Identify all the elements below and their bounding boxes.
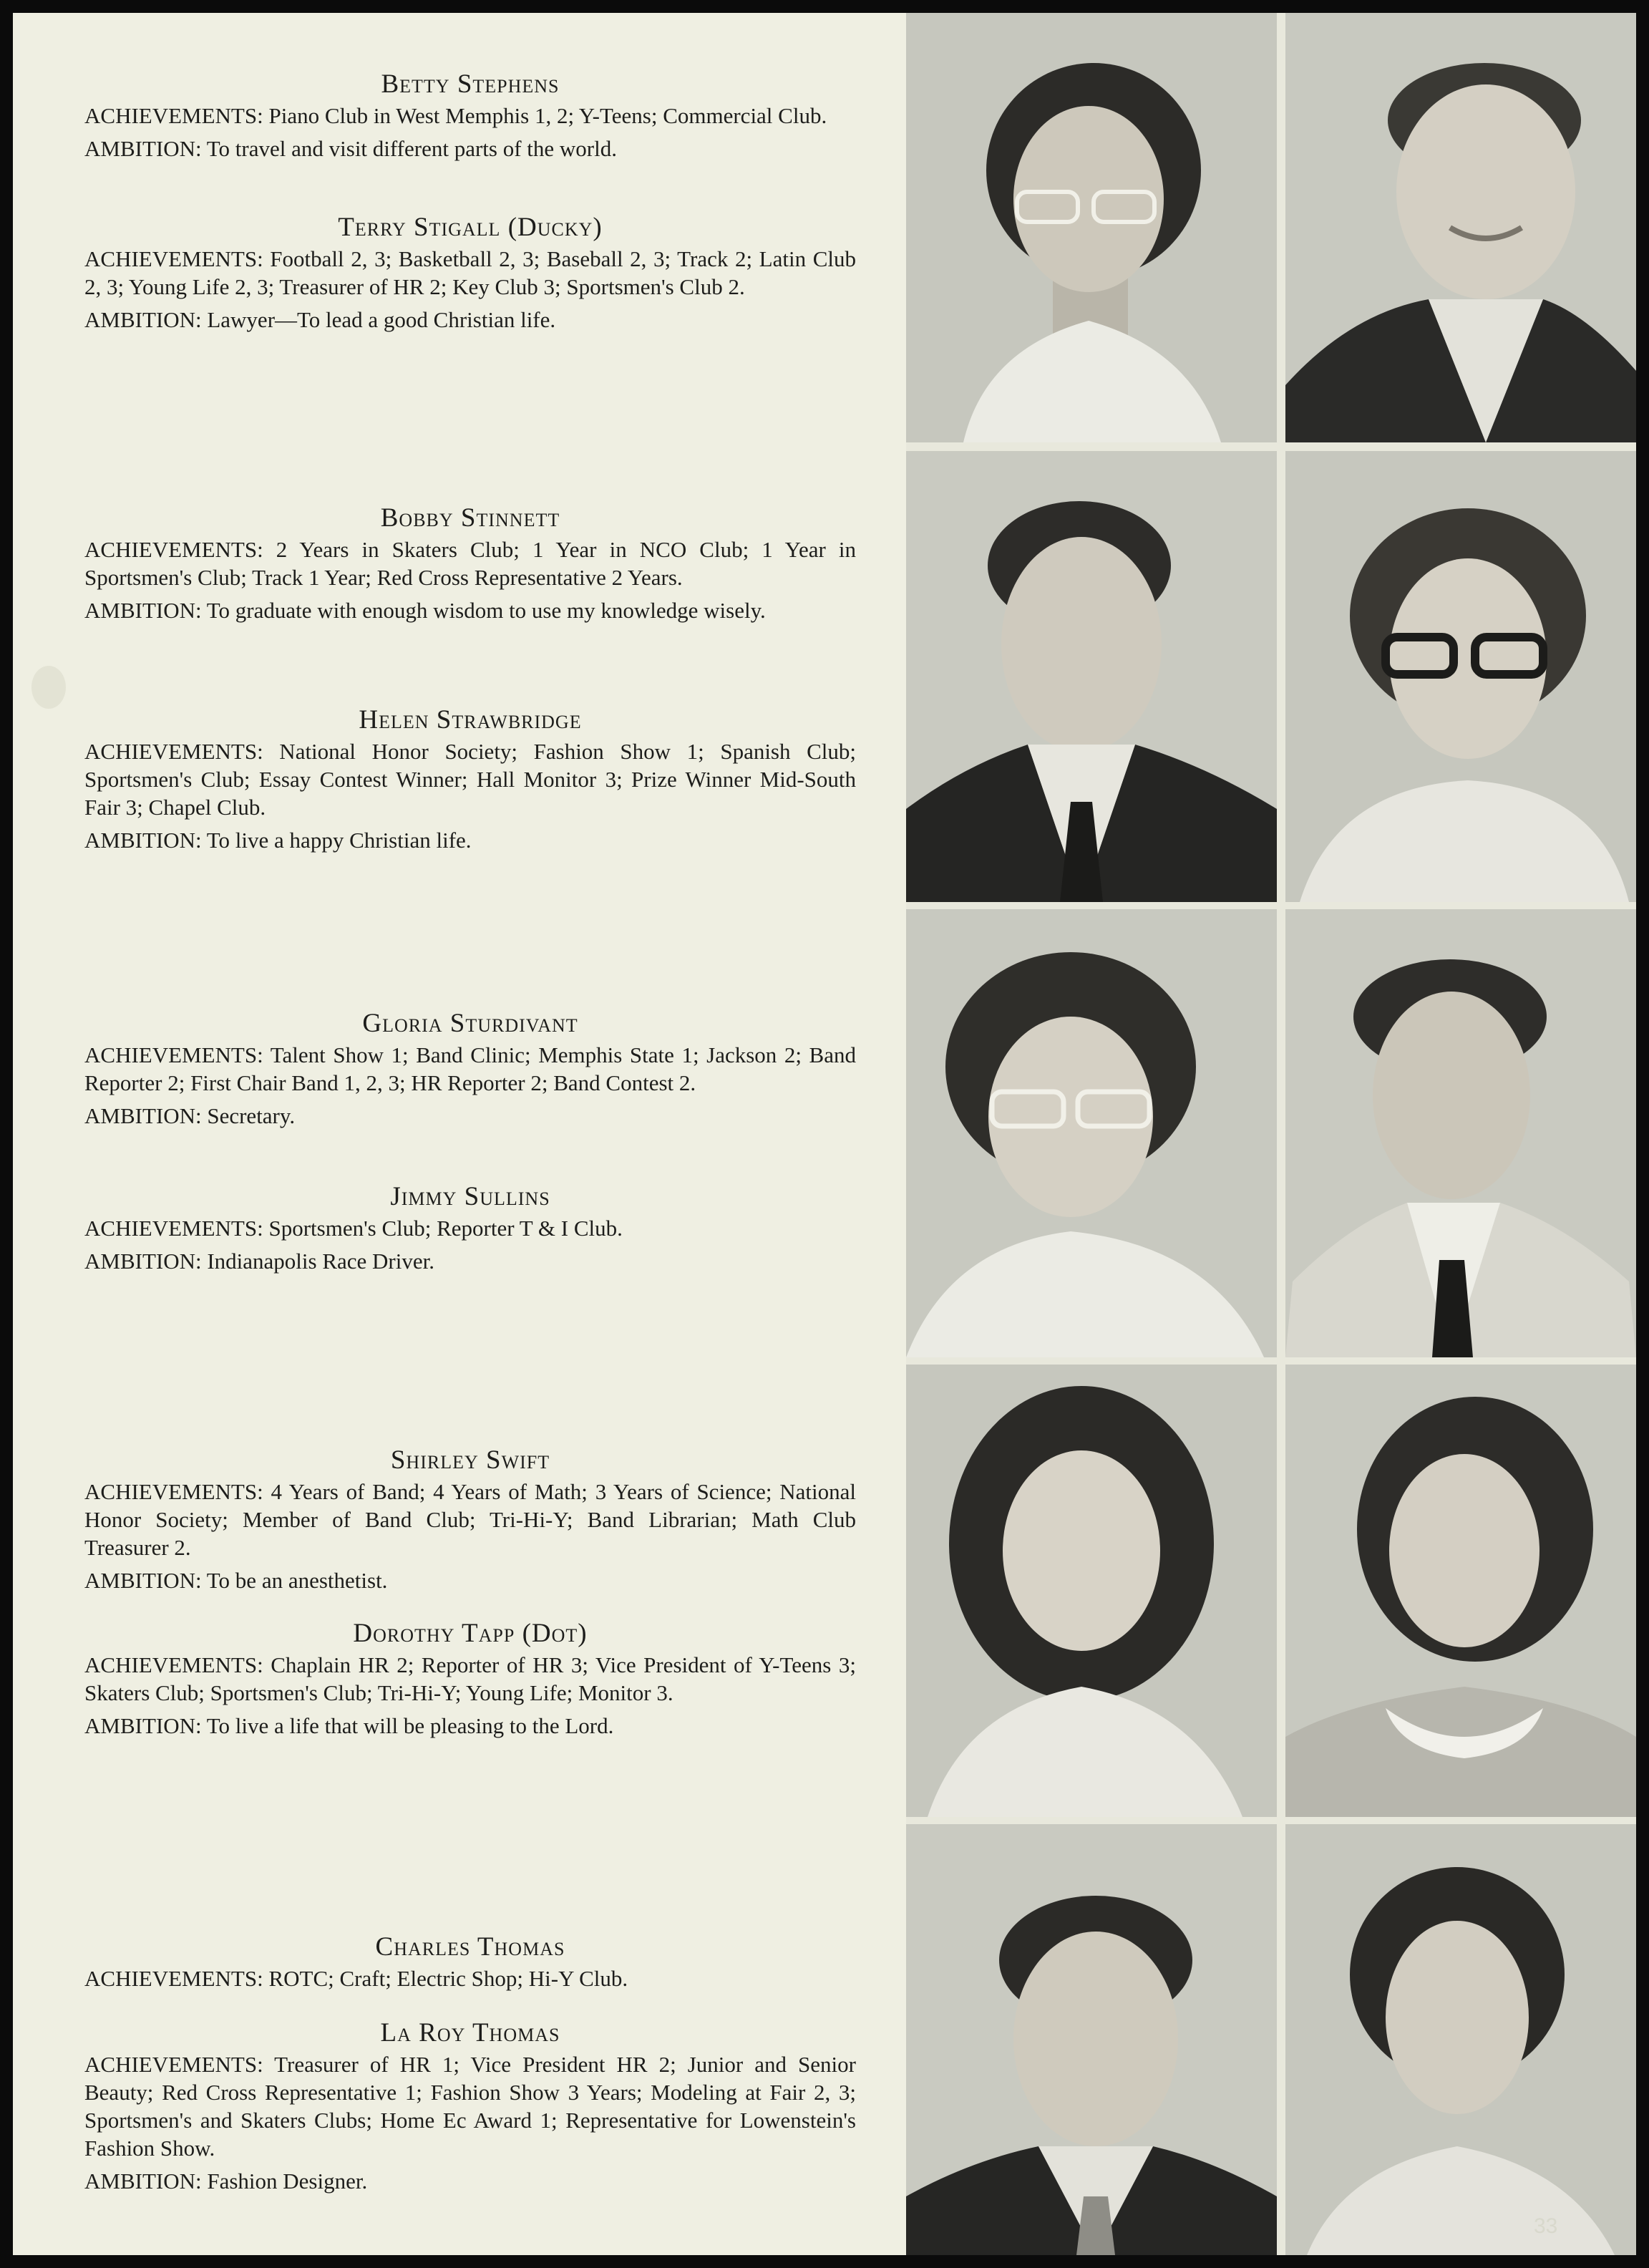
ambition-text: AMBITION: To live a life that will be pleasing to the Lord. <box>84 1713 614 1738</box>
ambition-text: AMBITION: Secretary. <box>84 1103 296 1128</box>
portrait-dorothy-tapp <box>1285 1365 1636 1817</box>
ambition-text: AMBITION: To graduate with enough wisdom to use my knowledge wisely. <box>84 598 766 623</box>
portrait-charles-thomas <box>906 1824 1277 2255</box>
senior-entry-helen-strawbridge <box>84 704 856 867</box>
senior-entry-la-roy-thomas <box>84 2017 856 2208</box>
portrait-terry-stigall <box>1285 13 1636 442</box>
ambition-text: AMBITION: Indianapolis Race Driver. <box>84 1249 434 1274</box>
senior-entry-betty-stephens <box>84 69 856 175</box>
ambition-text: AMBITION: To travel and visit different parts of the world. <box>84 136 617 161</box>
ambition-text: AMBITION: Fashion Designer. <box>84 2168 368 2194</box>
student-name: Shirley Swift <box>390 1445 550 1475</box>
achievements-text: ACHIEVEMENTS: Sportsmen's Club; Reporter T & I Club. <box>84 1216 623 1241</box>
achievements-text: ACHIEVEMENTS: ROTC; Craft; Electric Shop; Hi-Y Club. <box>84 1966 628 1991</box>
achievements-text: ACHIEVEMENTS: National Honor Society; Fashion Show 1; Spanish Club; Sportsmen's Club; Essay Contest Winner; Hall Monitor 3; Prize Winner Mid-South Fair 3; Chapel Club. <box>84 739 856 820</box>
senior-entry-gloria-sturdivant <box>84 1008 856 1143</box>
senior-entry-charles-thomas <box>84 1932 856 1992</box>
student-name: Helen Strawbridge <box>359 705 582 735</box>
portrait-jimmy-sullins <box>1285 909 1636 1357</box>
ambition-text: AMBITION: To be an anesthetist. <box>84 1568 388 1593</box>
senior-entry-jimmy-sullins <box>84 1181 856 1288</box>
yearbook-page <box>13 13 1636 2255</box>
portrait-bobby-stinnett <box>906 451 1277 902</box>
portrait-la-roy-thomas <box>1285 1824 1636 2255</box>
achievements-text: ACHIEVEMENTS: Treasurer of HR 1; Vice President HR 2; Junior and Senior Beauty; Red Cross Representative 1; Fashion Show 3 Years; Modeling at Fair 2, 3; Sportsmen's and Skaters Clubs; Home Ec Award 1; Representative for Lowenstein's Fashion Show. <box>84 2052 856 2161</box>
student-name: Terry Stigall (Ducky) <box>338 213 603 242</box>
paper-stain <box>31 666 66 709</box>
achievements-text: ACHIEVEMENTS: Chaplain HR 2; Reporter of HR 3; Vice President of Y-Teens 3; Skaters Club; Sportsmen's Club; Tri-Hi-Y; Young Life; Monitor 3. <box>84 1652 856 1705</box>
achievements-text: ACHIEVEMENTS: Football 2, 3; Basketball 2, 3; Baseball 2, 3; Track 2; Latin Club 2, 3; Young Life 2, 3; Treasurer of HR 2; Key Club 3; Sportsmen's Club 2. <box>84 246 856 299</box>
portrait-shirley-swift <box>906 1365 1277 1817</box>
ambition-text: AMBITION: Lawyer—To lead a good Christian life. <box>84 307 556 332</box>
senior-entry-bobby-stinnett <box>84 503 856 637</box>
achievements-text: ACHIEVEMENTS: 2 Years in Skaters Club; 1 Year in NCO Club; 1 Year in Sportsmen's Club; Track 1 Year; Red Cross Representative 2 Years. <box>84 537 856 590</box>
student-name: Betty Stephens <box>381 69 560 99</box>
page-number: 33 <box>1534 2214 1558 2238</box>
student-name: Charles Thomas <box>375 1932 565 1962</box>
senior-entry-terry-stigall <box>84 212 856 346</box>
senior-entry-shirley-swift <box>84 1445 856 1607</box>
ambition-text: AMBITION: To live a happy Christian life. <box>84 828 472 853</box>
portrait-helen-strawbridge <box>1285 451 1636 902</box>
student-name: Gloria Sturdivant <box>362 1009 578 1038</box>
achievements-text: ACHIEVEMENTS: Talent Show 1; Band Clinic; Memphis State 1; Jackson 2; Band Reporter 2; First Chair Band 1, 2, 3; HR Reporter 2; Band Contest 2. <box>84 1042 856 1095</box>
portrait-betty-stephens <box>906 13 1277 442</box>
achievements-text: ACHIEVEMENTS: 4 Years of Band; 4 Years of Math; 3 Years of Science; National Honor Society; Member of Band Club; Tri-Hi-Y; Band Librarian; Math Club Treasurer 2. <box>84 1479 856 1560</box>
student-name: La Roy Thomas <box>380 2018 560 2048</box>
student-name: Jimmy Sullins <box>390 1182 550 1211</box>
achievements-text: ACHIEVEMENTS: Piano Club in West Memphis 1, 2; Y-Teens; Commercial Club. <box>84 103 827 128</box>
senior-entry-dorothy-tapp <box>84 1618 856 1753</box>
student-name: Bobby Stinnett <box>380 503 560 533</box>
portrait-gloria-sturdivant <box>906 909 1277 1357</box>
student-name: Dorothy Tapp (Dot) <box>353 1619 588 1648</box>
